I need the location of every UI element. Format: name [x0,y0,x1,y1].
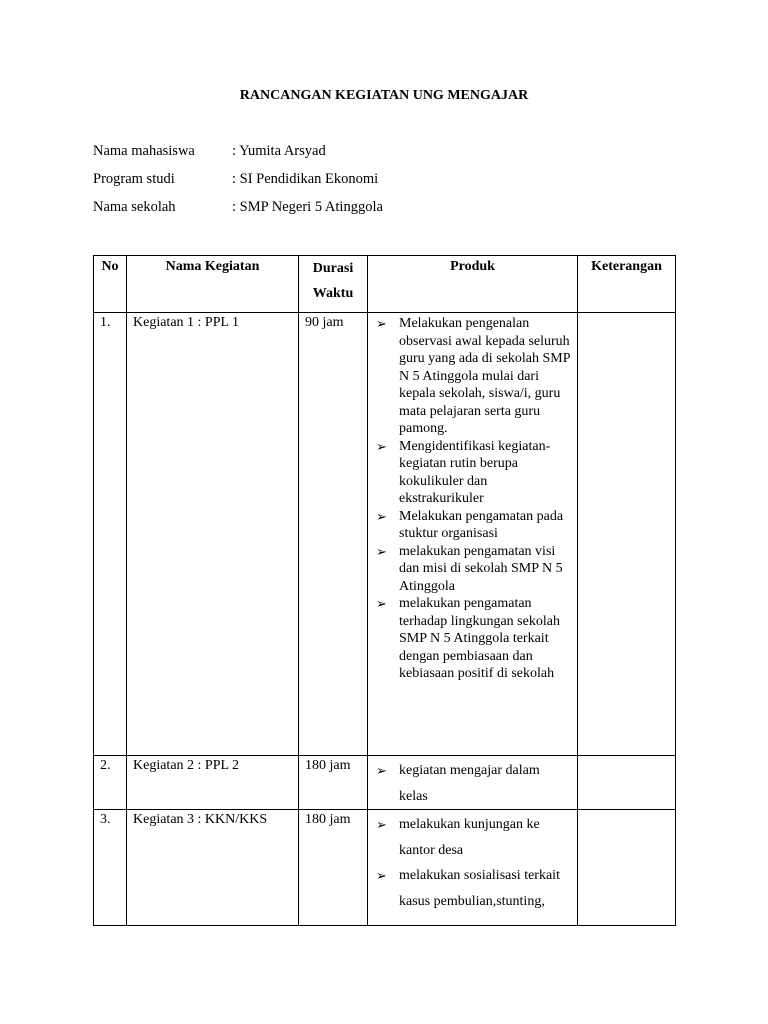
cell-keterangan [578,756,676,810]
info-label: Nama sekolah [93,199,176,215]
arrow-bullet-icon: ➢ [376,316,387,331]
cell-durasi: 180 jam [299,756,368,810]
produk-text: melakukan kunjungan ke kantor desa [399,817,540,858]
arrow-bullet-icon: ➢ [376,543,387,559]
produk-item [374,758,571,809]
produk-text: melakukan pengamatan terhadap lingkungan sekolah SMP N 5 Atinggola terkait dengan pembiasaan dan kebiasaan positif di sekolah [399,596,560,681]
cell-keterangan [578,810,676,926]
produk-item [374,315,571,438]
table-row [94,756,676,810]
info-label: Nama mahasiswa [93,143,195,159]
info-value: : SMP Negeri 5 Atinggola [232,199,383,215]
header-nama-kegiatan: Nama Kegiatan [127,256,299,313]
cell-kegiatan: Kegiatan 3 : KKN/KKS [127,810,299,926]
produk-text: melakukan sosialisasi terkait kasus pembulian,stunting, [399,868,560,909]
header-keterangan: Keterangan [578,256,676,313]
arrow-bullet-icon: ➢ [376,596,387,611]
produk-item [374,508,571,543]
cell-produk [368,313,578,756]
activity-table [93,255,676,926]
arrow-bullet-icon: ➢ [376,438,387,454]
info-value: : Yumita Arsyad [232,143,326,159]
cell-no: 3. [94,810,127,926]
arrow-bullet-icon: ➢ [376,868,387,883]
cell-no: 1. [94,313,127,756]
info-label: Program studi [93,171,175,187]
produk-text: Melakukan pengamatan pada stuktur organisasi [399,508,564,541]
produk-item [374,863,571,914]
produk-item [374,543,571,596]
produk-text: Mengidentifikasi kegiatan-kegiatan rutin berupa kokulikuler dan ekstrakurikuler [399,438,551,506]
produk-list [374,758,571,809]
cell-durasi: 90 jam [299,313,368,756]
cell-no: 2. [94,756,127,810]
produk-item [374,812,571,863]
produk-list [374,315,571,683]
produk-item [374,438,571,508]
produk-text: Melakukan pengenalan observasi awal kepada seluruh guru yang ada di sekolah SMP N 5 Atinggola mulai dari kepala sekolah, siswa/i, guru mata pelajaran serta guru pamong. [399,316,570,436]
produk-text: kegiatan mengajar dalam kelas [399,763,540,804]
arrow-bullet-icon: ➢ [376,817,387,832]
table-row [94,313,676,756]
cell-durasi: 180 jam [299,810,368,926]
info-value: : SI Pendidikan Ekonomi [232,171,379,187]
cell-produk [368,756,578,810]
document-title: RANCANGAN KEGIATAN UNG MENGAJAR [239,88,529,103]
header-no: No [94,256,127,313]
produk-list [374,812,571,914]
produk-item [374,595,571,683]
header-produk: Produk [368,256,578,313]
arrow-bullet-icon: ➢ [376,508,387,524]
cell-kegiatan: Kegiatan 1 : PPL 1 [127,313,299,756]
produk-text: melakukan pengamatan visi dan misi di sekolah SMP N 5 Atinggola [399,543,563,594]
cell-kegiatan: Kegiatan 2 : PPL 2 [127,756,299,810]
cell-produk [368,810,578,926]
cell-keterangan [578,313,676,756]
header-durasi-waktu: Durasi Waktu [299,256,368,313]
arrow-bullet-icon: ➢ [376,763,387,778]
table-header-row [94,256,676,313]
table-row [94,810,676,926]
